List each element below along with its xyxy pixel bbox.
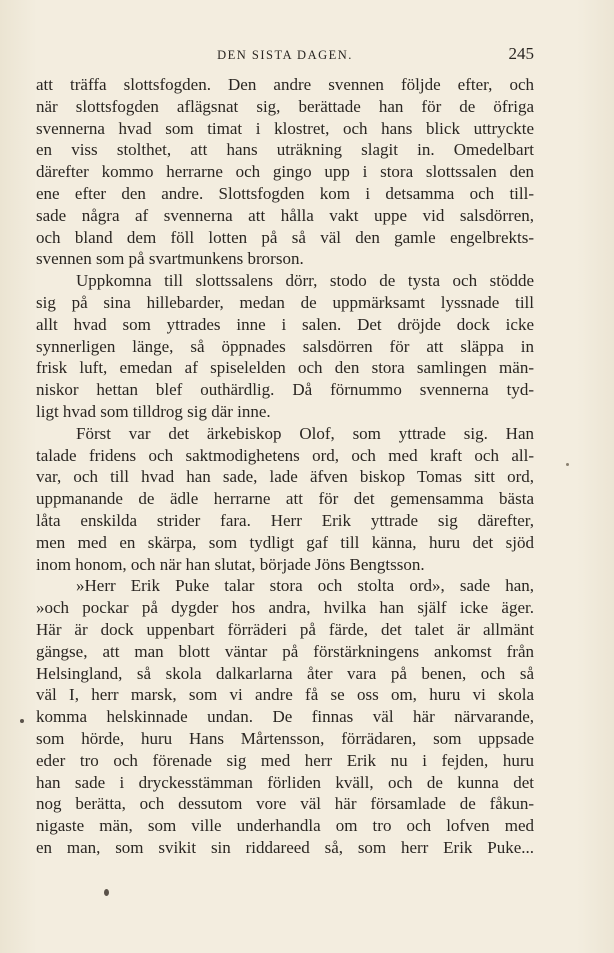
text-line: uppmanande de ädle herrarne att för det gemensamma bästa [36, 489, 534, 509]
text-line: Uppkomna till slottssalens dörr, stodo de tysta och stödde [76, 271, 534, 291]
text-line: svennerna hvad som timat i klostret, och hans blick uttryckte [36, 118, 534, 138]
text-line: och bland dem föll lotten på så väl den gamle engelbrekts- [36, 227, 534, 247]
text-line: Först var det ärkebiskop Olof, som yttrade sig. Han [76, 423, 534, 443]
text-line: ligt hvad som tilldrog sig där inne. [36, 401, 271, 421]
text-line: komma helskinnade undan. De finnas väl här närvarande, [36, 707, 534, 727]
ink-speck [20, 719, 24, 723]
text-line: en viss stolthet, att hans uträkning slagit in. Omedelbart [36, 140, 534, 160]
text-line: nigaste män, som ville underhandla om tro och lofven med [36, 816, 534, 836]
page-header [36, 44, 534, 68]
body-text [36, 74, 534, 859]
text-line: väl I, herr marsk, som vi andre få se oss om, huru vi skola [36, 685, 534, 705]
page-number: 245 [508, 44, 534, 63]
text-line: en man, som svikit sin riddareed så, som herr Erik Puke... [36, 837, 534, 857]
text-line: synnerligen länge, så öppnades salsdörren för att släppa in [36, 336, 534, 356]
text-line: han sade i dryckesstämman förliden kväll, och de kunna det [36, 772, 534, 792]
text-line: därefter kommo herrarne och gingo upp i stora slottssalen den [36, 162, 534, 182]
text-line: »Herr Erik Puke talar stora och stolta ord», sade han, [76, 576, 534, 596]
ink-speck [566, 463, 569, 466]
text-line: när slottsfogden aflägsnat sig, berättade han för de öfriga [36, 96, 534, 116]
text-line: niskor hettan blef outhärdlig. Då förnummo svennerna tyd- [36, 380, 534, 400]
text-line: allt hvad som yttrades inne i salen. Det dröjde dock icke [36, 314, 534, 334]
text-line: svennen som på svartmunkens brorson. [36, 249, 304, 269]
text-line: talade fridens och saktmodighetens ord, och med kraft och all- [36, 445, 534, 465]
text-line: men med en skärpa, som tydligt gaf till känna, huru det sjöd [36, 532, 534, 552]
text-line: sade några af svennerna att hålla vakt uppe vid salsdörren, [36, 205, 534, 225]
text-line: Helsingland, så skola dalkarlarna åter vara på benen, och så [36, 663, 534, 683]
text-line: eder tro och förenade sig med herr Erik nu i fejden, huru [36, 750, 534, 770]
text-line: låta enskilda strider fara. Herr Erik yttrade sig därefter, [36, 510, 534, 530]
text-line: »och pockar på dygder hos andra, hvilka han själf icke äger. [36, 598, 534, 618]
text-line: var, och till hvad han sade, lade äfven biskop Tomas sitt ord, [36, 467, 534, 487]
running-title: DEN SISTA DAGEN. [217, 48, 353, 62]
text-line: att träffa slottsfogden. Den andre svennen följde efter, och [36, 75, 534, 94]
text-line: frisk luft, emedan af spiselelden och den stora samlingen män- [36, 358, 534, 378]
text-line: gängse, att man blott väntar på förstärkningens ankomst från [36, 641, 534, 661]
text-line: inom honom, och när han slutat, började Jöns Bengtsson. [36, 554, 425, 574]
text-line: ene efter den andre. Slottsfogden kom i detsamma och till- [36, 183, 534, 203]
text-line: nog berätta, och dessutom vore väl här församlade de fåkun- [36, 794, 534, 814]
text-line: sig på sina hillebarder, medan de uppmärksamt lyssnade till [36, 292, 534, 312]
ink-speck [104, 889, 109, 896]
text-line: som hörde, huru Hans Mårtensson, förrädaren, som uppsade [36, 728, 534, 748]
text-line: Här är dock uppenbart förräderi på färde, det talet är allmänt [36, 619, 534, 639]
